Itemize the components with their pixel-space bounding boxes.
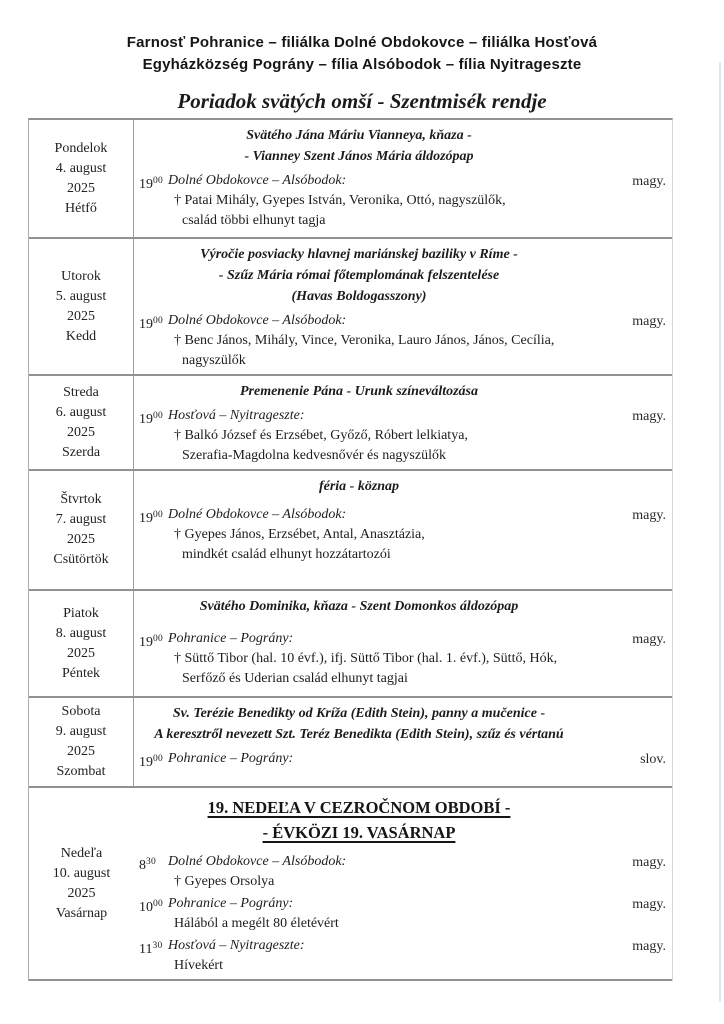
row-content: [134, 120, 672, 237]
mass-time: [134, 406, 168, 466]
mass-entries: [134, 852, 666, 976]
day-year: 2025: [67, 308, 95, 324]
parish-header: [0, 32, 724, 114]
intention-line: Szerafia-Magdolna kedvesnővér és nagyszülők: [182, 448, 446, 463]
entry-body: [168, 406, 584, 466]
mass-time: [134, 629, 168, 689]
schedule-row: [29, 788, 672, 981]
mass-time-minutes: 00: [153, 899, 164, 909]
entry-body: [168, 171, 584, 231]
schedule-row: [29, 471, 672, 591]
intention-line: † Gyepes Orsolya: [174, 874, 275, 889]
mass-intentions: [168, 649, 584, 689]
mass-location: Dolné Obdokovce – Alsóbodok:: [168, 854, 347, 869]
day-cell: [29, 471, 134, 589]
mass-time: [134, 749, 168, 773]
intention-line: mindkét család elhunyt hozzátartozói: [182, 547, 391, 562]
mass-time-hour: 11: [139, 942, 153, 957]
day-name-sk: Sobota: [61, 704, 101, 719]
mass-entry: [134, 311, 666, 371]
feast-title: [134, 123, 584, 167]
mass-entry: [134, 749, 666, 773]
mass-entry: [134, 171, 666, 231]
mass-time-minutes: 00: [153, 176, 164, 186]
intention-line: Serfőző és Uderian család elhunyt tagjai: [182, 671, 408, 686]
mass-time-minutes: 00: [153, 634, 164, 644]
day-date: 7. august: [55, 512, 107, 527]
intention-line: † Balkó József és Erzsébet, Győző, Róbert lelkiatya,: [174, 428, 468, 443]
mass-language: magy.: [632, 939, 666, 954]
row-content: [134, 376, 672, 469]
mass-intentions: [168, 426, 584, 466]
intention-line: † Gyepes János, Erzsébet, Antal, Anasztázia,: [174, 527, 425, 542]
mass-entries: [134, 505, 666, 565]
mass-time-minutes: 30: [152, 941, 163, 951]
entry-body: [168, 852, 584, 892]
day-name-sk: Utorok: [61, 268, 101, 284]
day-name-hu: Szombat: [56, 764, 106, 779]
day-date: 10. august: [52, 865, 111, 881]
feast-title: [134, 242, 584, 307]
day-date: 8. august: [55, 625, 107, 641]
schedule-row: [29, 239, 672, 376]
entry-body: [168, 749, 584, 773]
day-name-sk: Piatok: [63, 605, 99, 621]
mass-time-minutes: 00: [153, 411, 164, 421]
day-year: 2025: [67, 180, 95, 196]
mass-entry: [134, 406, 666, 466]
mass-intentions: [168, 872, 584, 892]
feast-title: [134, 474, 584, 497]
day-name-hu: Szerda: [61, 444, 101, 460]
mass-time-hour: 19: [139, 755, 153, 770]
mass-location: Pohranice – Pográny:: [168, 631, 294, 646]
day-year: 2025: [67, 744, 95, 759]
parish-name-hungarian: Egyházközség Pográny – fília Alsóbodok – fília Nyitrageszte: [142, 56, 582, 73]
mass-entry: [134, 852, 666, 892]
entry-body: [168, 894, 584, 934]
day-date: 6. august: [55, 404, 107, 420]
mass-entries: [134, 171, 666, 231]
mass-time-hour: 8: [139, 858, 146, 873]
mass-time-hour: 19: [139, 511, 153, 526]
sunday-heading-line: - ÉVKÖZI 19. VASÁRNAP: [262, 823, 456, 842]
row-content: [134, 471, 672, 589]
day-cell: [29, 120, 134, 237]
feast-title-line: Sv. Terézie Benedikty od Kríža (Edith Stein), panny a mučenice -: [172, 706, 546, 721]
mass-location: Dolné Obdokovce – Alsóbodok:: [168, 313, 347, 328]
mass-time-hour: 10: [139, 900, 153, 915]
row-content: [134, 788, 672, 979]
intention-line: nagyszülők: [182, 353, 246, 368]
mass-language: magy.: [632, 314, 666, 329]
day-cell: [29, 591, 134, 696]
day-name-hu: Kedd: [65, 328, 97, 344]
feast-title-line: - Szűz Mária római főtemplomának felszentelése: [218, 268, 500, 283]
feast-title-line: Výročie posviacky hlavnej mariánskej baziliky v Ríme -: [200, 247, 518, 262]
mass-language: magy.: [632, 508, 666, 523]
mass-intentions: [168, 191, 584, 231]
feast-title-line: Svätého Jána Máriu Vianneya, kňaza -: [246, 128, 472, 143]
scan-edge-line: [719, 62, 721, 1002]
mass-time: [134, 505, 168, 565]
mass-time: [134, 311, 168, 371]
day-cell: [29, 239, 134, 374]
mass-entries: [134, 629, 666, 689]
intention-line: Hívekért: [174, 958, 223, 973]
mass-language: magy.: [632, 897, 666, 912]
day-date: 5. august: [55, 288, 107, 304]
feast-title-line: féria - köznap: [318, 479, 400, 494]
day-cell: [29, 698, 134, 786]
mass-entry: [134, 936, 666, 976]
day-name-sk: Nedeľa: [60, 845, 103, 861]
day-name-hu: Hétfő: [65, 200, 97, 216]
day-cell: [29, 788, 134, 979]
feast-title: [134, 379, 584, 402]
feast-title-line: Svätého Dominika, kňaza - Szent Domonkos áldozópap: [199, 599, 519, 614]
mass-time-hour: 19: [139, 635, 153, 650]
feast-title-line: - Vianney Szent János Mária áldozópap: [244, 149, 474, 164]
schedule-row: [29, 376, 672, 471]
entry-body: [168, 311, 584, 371]
sunday-heading: [134, 791, 584, 845]
mass-location: Hosťová – Nyitrageszte:: [168, 408, 305, 423]
day-name-hu: Csütörtök: [53, 552, 109, 567]
intention-line: † Benc János, Mihály, Vince, Veronika, Lauro János, János, Cecília,: [174, 333, 555, 348]
mass-language: magy.: [632, 409, 666, 424]
mass-time: [134, 171, 168, 231]
row-content: [134, 591, 672, 696]
day-year: 2025: [67, 424, 95, 440]
day-name-sk: Pondelok: [54, 140, 108, 156]
intention-line: család többi elhunyt tagja: [182, 213, 326, 228]
mass-time-minutes: 00: [153, 510, 164, 520]
schedule-row: [29, 591, 672, 698]
schedule-row: [29, 120, 672, 239]
mass-intentions: [168, 525, 584, 565]
mass-intentions: [168, 956, 584, 976]
mass-intentions: [168, 331, 584, 371]
feast-title-line: Premenenie Pána - Urunk színeváltozása: [239, 384, 478, 399]
mass-time: [134, 852, 168, 892]
day-name-hu: Péntek: [61, 665, 101, 681]
day-date: 4. august: [55, 160, 107, 176]
intention-line: † Süttő Tibor (hal. 10 évf.), ifj. Süttő Tibor (hal. 1. évf.), Süttő, Hók,: [174, 651, 558, 666]
mass-time: [134, 894, 168, 934]
mass-time-minutes: 00: [153, 754, 164, 764]
mass-location: Pohranice – Pográny:: [168, 896, 294, 911]
day-year: 2025: [67, 532, 95, 547]
entry-body: [168, 629, 584, 689]
day-year: 2025: [67, 885, 96, 901]
feast-title: [134, 594, 584, 617]
mass-location: Dolné Obdokovce – Alsóbodok:: [168, 507, 347, 522]
feast-title: [134, 701, 584, 745]
parish-name-slovak: Farnosť Pohranice – filiálka Dolné Obdokovce – filiálka Hosťová: [126, 34, 598, 51]
intention-line: † Patai Mihály, Gyepes István, Veronika, Ottó, nagyszülők,: [174, 193, 506, 208]
mass-time-minutes: 30: [146, 857, 157, 867]
mass-intentions: [168, 914, 584, 934]
mass-time-hour: 19: [139, 177, 153, 192]
intention-line: Hálából a megélt 80 életévért: [174, 916, 339, 931]
day-name-hu: Vasárnap: [55, 905, 108, 921]
schedule-row: [29, 698, 672, 788]
mass-location: Dolné Obdokovce – Alsóbodok:: [168, 173, 347, 188]
day-name-sk: Streda: [63, 384, 99, 400]
day-year: 2025: [67, 645, 95, 661]
row-content: [134, 239, 672, 374]
mass-entries: [134, 406, 666, 466]
mass-entry: [134, 505, 666, 565]
day-date: 9. august: [55, 724, 107, 739]
mass-entries: [134, 311, 666, 371]
mass-language: magy.: [632, 855, 666, 870]
mass-entry: [134, 894, 666, 934]
day-cell: [29, 376, 134, 469]
mass-time-minutes: 00: [153, 316, 164, 326]
document-title: Poriadok svätých omší - Szentmisék rendje: [177, 89, 547, 113]
entry-body: [168, 505, 584, 565]
mass-language: magy.: [632, 174, 666, 189]
mass-time-hour: 19: [139, 317, 153, 332]
sunday-heading-line: 19. NEDEĽA V CEZROČNOM OBDOBÍ -: [207, 798, 511, 817]
mass-entry: [134, 629, 666, 689]
mass-entries: [134, 749, 666, 773]
mass-location: Hosťová – Nyitrageszte:: [168, 938, 305, 953]
schedule-table: [28, 118, 673, 981]
mass-location: Pohranice – Pográny:: [168, 751, 294, 766]
mass-time-hour: 19: [139, 412, 153, 427]
feast-title-line: (Havas Boldogasszony): [291, 289, 427, 304]
mass-time: [134, 936, 168, 976]
entry-body: [168, 936, 584, 976]
feast-title-line: A keresztről nevezett Szt. Teréz Benedikta (Edith Stein), szűz és vértanú: [154, 727, 564, 742]
mass-language: slov.: [640, 752, 666, 767]
row-content: [134, 698, 672, 786]
mass-language: magy.: [632, 632, 666, 647]
day-name-sk: Štvrtok: [60, 492, 102, 507]
